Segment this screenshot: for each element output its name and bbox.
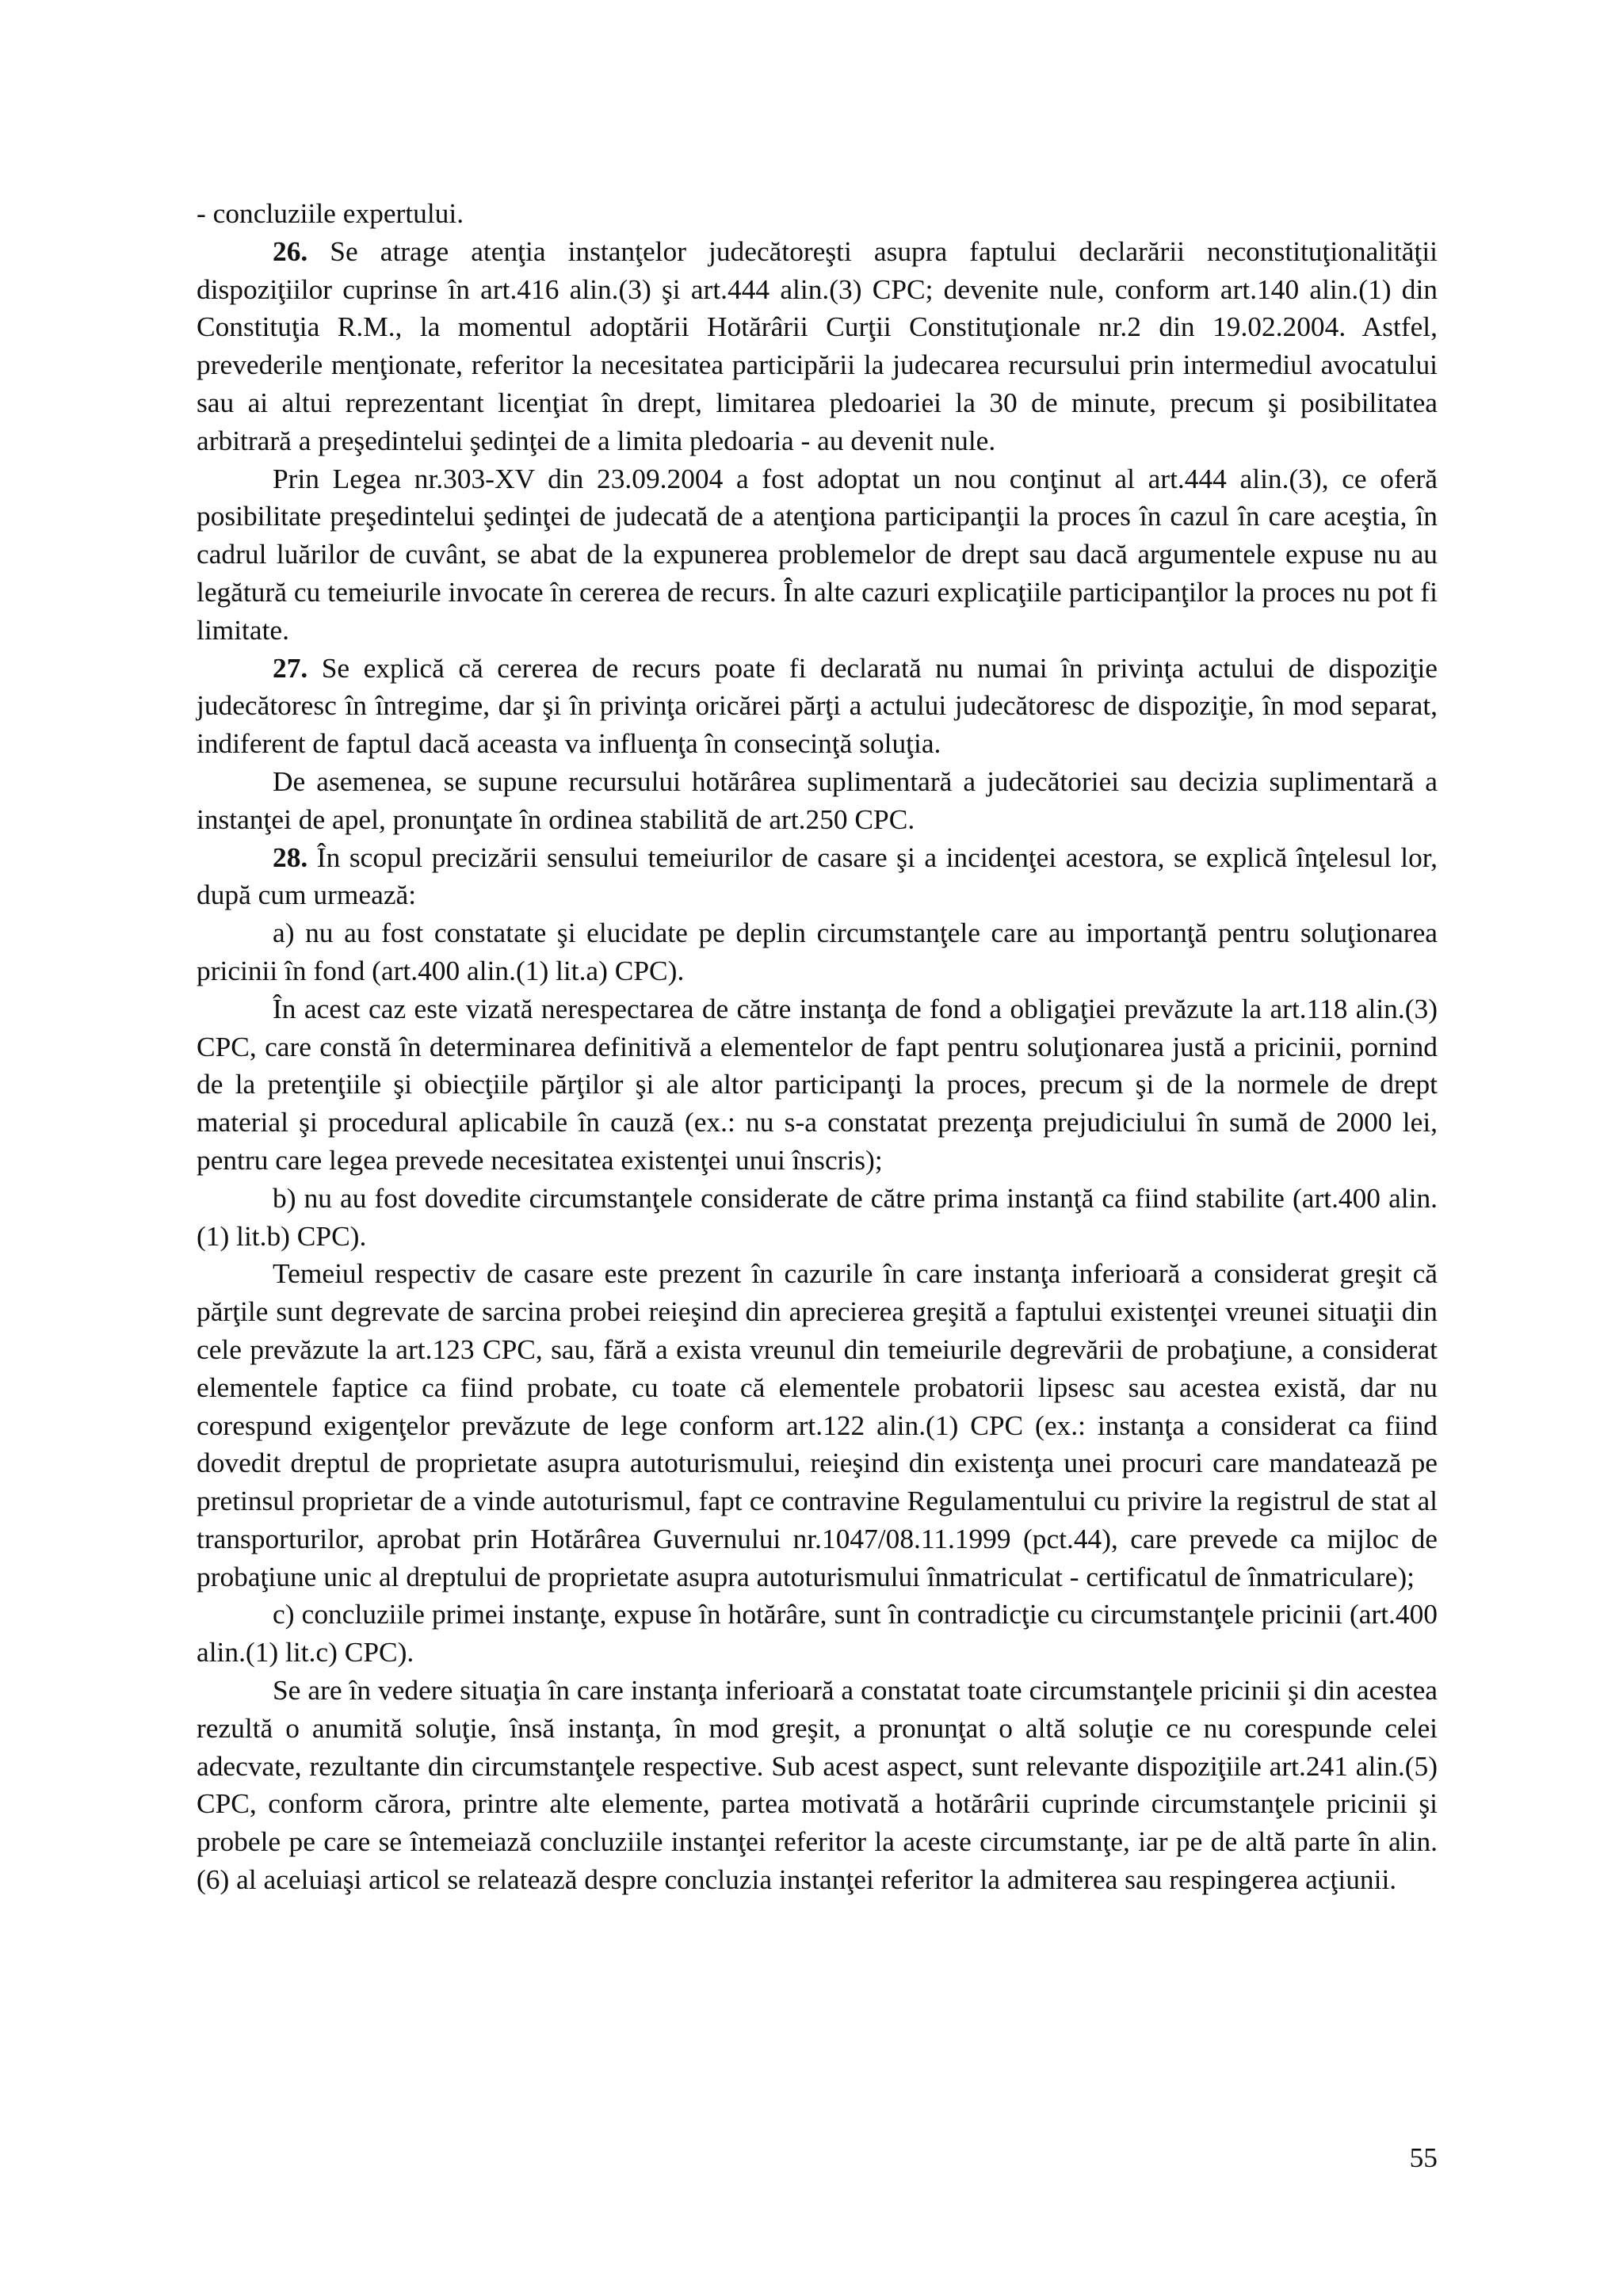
document-body [197, 195, 1438, 1899]
paragraph [197, 763, 1438, 839]
paragraph-text: a) nu au fost constatate şi elucidate pe deplin circumstanţele care au importanţă pentru soluţionarea pricinii în fond (art.400 alin.(1) lit.a) CPC). [197, 917, 1438, 986]
paragraph [197, 1180, 1438, 1256]
paragraph [197, 1596, 1438, 1672]
paragraph-number: 27. [273, 651, 308, 684]
paragraph [197, 839, 1438, 915]
paragraph-text: Temeiul respectiv de casare este prezent în cazurile în care instanţa inferioară a considerat greşit că părţile sunt degrevate de sarcina probei reieşind din aprecierea greşită a faptului existenţei vreunei situaţii din cele prevăzute la art.123 CPC, sau, fără a exista vreunul din temeiurile degrevării de probaţiune, a considerat elementele faptice ca fiind probate, cu toate că elementele probatorii lipsesc sau acestea există, dar nu corespund exigenţelor prevăzute de lege conform art.122 alin.(1) CPC (ex.: instanţa a considerat ca fiind dovedit dreptul de proprietate asupra autoturismului, reieşind din existenţa unei procuri care mandatează pe pretinsul proprietar de a vinde autoturismul, fapt ce contravine Regulamentului cu privire la registrul de stat al transporturilor, aprobat prin Hotărârea Guvernului nr.1047/08.11.1999 (pct.44), care prevede ca mijloc de probaţiune unic al dreptului de proprietate asupra autoturismului înmatriculat - certificatul de înmatriculare); [197, 1257, 1438, 1592]
paragraph-text: În scopul precizării sensului temeiurilor de casare şi a incidenţei acestora, se explică înţelesul lor, după cum urmează: [197, 841, 1438, 911]
paragraph [197, 460, 1438, 650]
paragraph-text: - concluziile expertului. [197, 197, 464, 229]
paragraph [197, 990, 1438, 1180]
paragraph-text: În acest caz este vizată nerespectarea de către instanţa de fond a obligaţiei prevăzute la art.118 alin.(3) CPC, care constă în determinarea definitivă a elementelor de fapt pentru soluţionarea justă a pricinii, pornind de la pretenţiile şi obiecţiile părţilor şi ale altor participanţi la proces, precum şi de la normele de drept material şi procedural aplicabile în cauză (ex.: nu s-a constatat prezenţa prejudiciului în sumă de 2000 lei, pentru care legea prevede necesitatea existenţei unui înscris); [197, 992, 1438, 1176]
paragraph-text: Prin Legea nr.303-XV din 23.09.2004 a fost adoptat un nou conţinut al art.444 alin.(3), ce oferă posibilitate preşedintelui şedinţei de judecată de a atenţiona participanţii la proces în cazul în care aceştia, în cadrul luărilor de cuvânt, se abat de la expunerea problemelor de drept sau dacă argumentele expuse nu au legătură cu temeiurile invocate în cererea de recurs. În alte cazuri explicaţiile participanţilor la proces nu pot fi limitate. [197, 462, 1438, 646]
paragraph [197, 195, 1438, 233]
paragraph [197, 1672, 1438, 1899]
paragraph-text: c) concluziile primei instanţe, expuse în hotărâre, sunt în contradicţie cu circumstanţele pricinii (art.400 alin.(1) lit.c) CPC). [197, 1598, 1438, 1669]
paragraph [197, 914, 1438, 990]
paragraph-number: 28. [273, 841, 308, 873]
paragraph [197, 233, 1438, 460]
paragraph-text: b) nu au fost dovedite circumstanţele considerate de către prima instanţă ca fiind stabilite (art.400 alin.(1) lit.b) CPC). [197, 1181, 1438, 1252]
paragraph-number: 26. [273, 235, 308, 267]
paragraph-text: Se explică că cererea de recurs poate fi declarată nu numai în privinţa actului de dispoziţie judecătoresc în întregime, dar şi în privinţa oricărei părţi a actului judecătoresc de dispoziţie, în mod separat, indiferent de faptul dacă aceasta va influenţa în consecinţă soluţia. [197, 651, 1438, 760]
paragraph-text: Se are în vedere situaţia în care instanţa inferioară a constatat toate circumstanţele pricinii şi din acestea rezultă o anumită soluţie, însă instanţa, în mod greşit, a pronunţat o altă soluţie ce nu corespunde celei adecvate, rezultante din circumstanţele respective. Sub acest aspect, sunt relevante dispoziţiile art.241 alin.(5) CPC, conform cărora, printre alte elemente, partea motivată a hotărârii cuprinde circumstanţele pricinii şi probele pe care se întemeiază concluziile instanţei referitor la aceste circumstanţe, iar pe de altă parte în alin.(6) al aceluiaşi articol se relatează despre concluzia instanţei referitor la admiterea sau respingerea acţiunii. [197, 1674, 1438, 1896]
page-number: 55 [1409, 2142, 1438, 2173]
paragraph [197, 650, 1438, 763]
paragraph [197, 1255, 1438, 1596]
paragraph-text: Se atrage atenţia instanţelor judecătoreşti asupra faptului declarării neconstituţionalităţii dispoziţiilor cuprinse în art.416 alin.(3) şi art.444 alin.(3) CPC; devenite nule, conform art.140 alin.(1) din Constituţia R.M., la momentul adoptării Hotărârii Curţii Constituţionale nr.2 din 19.02.2004. Astfel, prevederile menţionate, referitor la necesitatea participării la judecarea recursului prin intermediul avocatului sau ai altui reprezentant licenţiat în drept, limitarea pledoariei la 30 de minute, precum şi posibilitatea arbitrară a preşedintelui şedinţei de a limita pledoaria - au devenit nule. [197, 235, 1438, 456]
paragraph-text: De asemenea, se supune recursului hotărârea suplimentară a judecătoriei sau decizia suplimentară a instanţei de apel, pronunţate în ordinea stabilită de art.250 CPC. [197, 765, 1438, 835]
